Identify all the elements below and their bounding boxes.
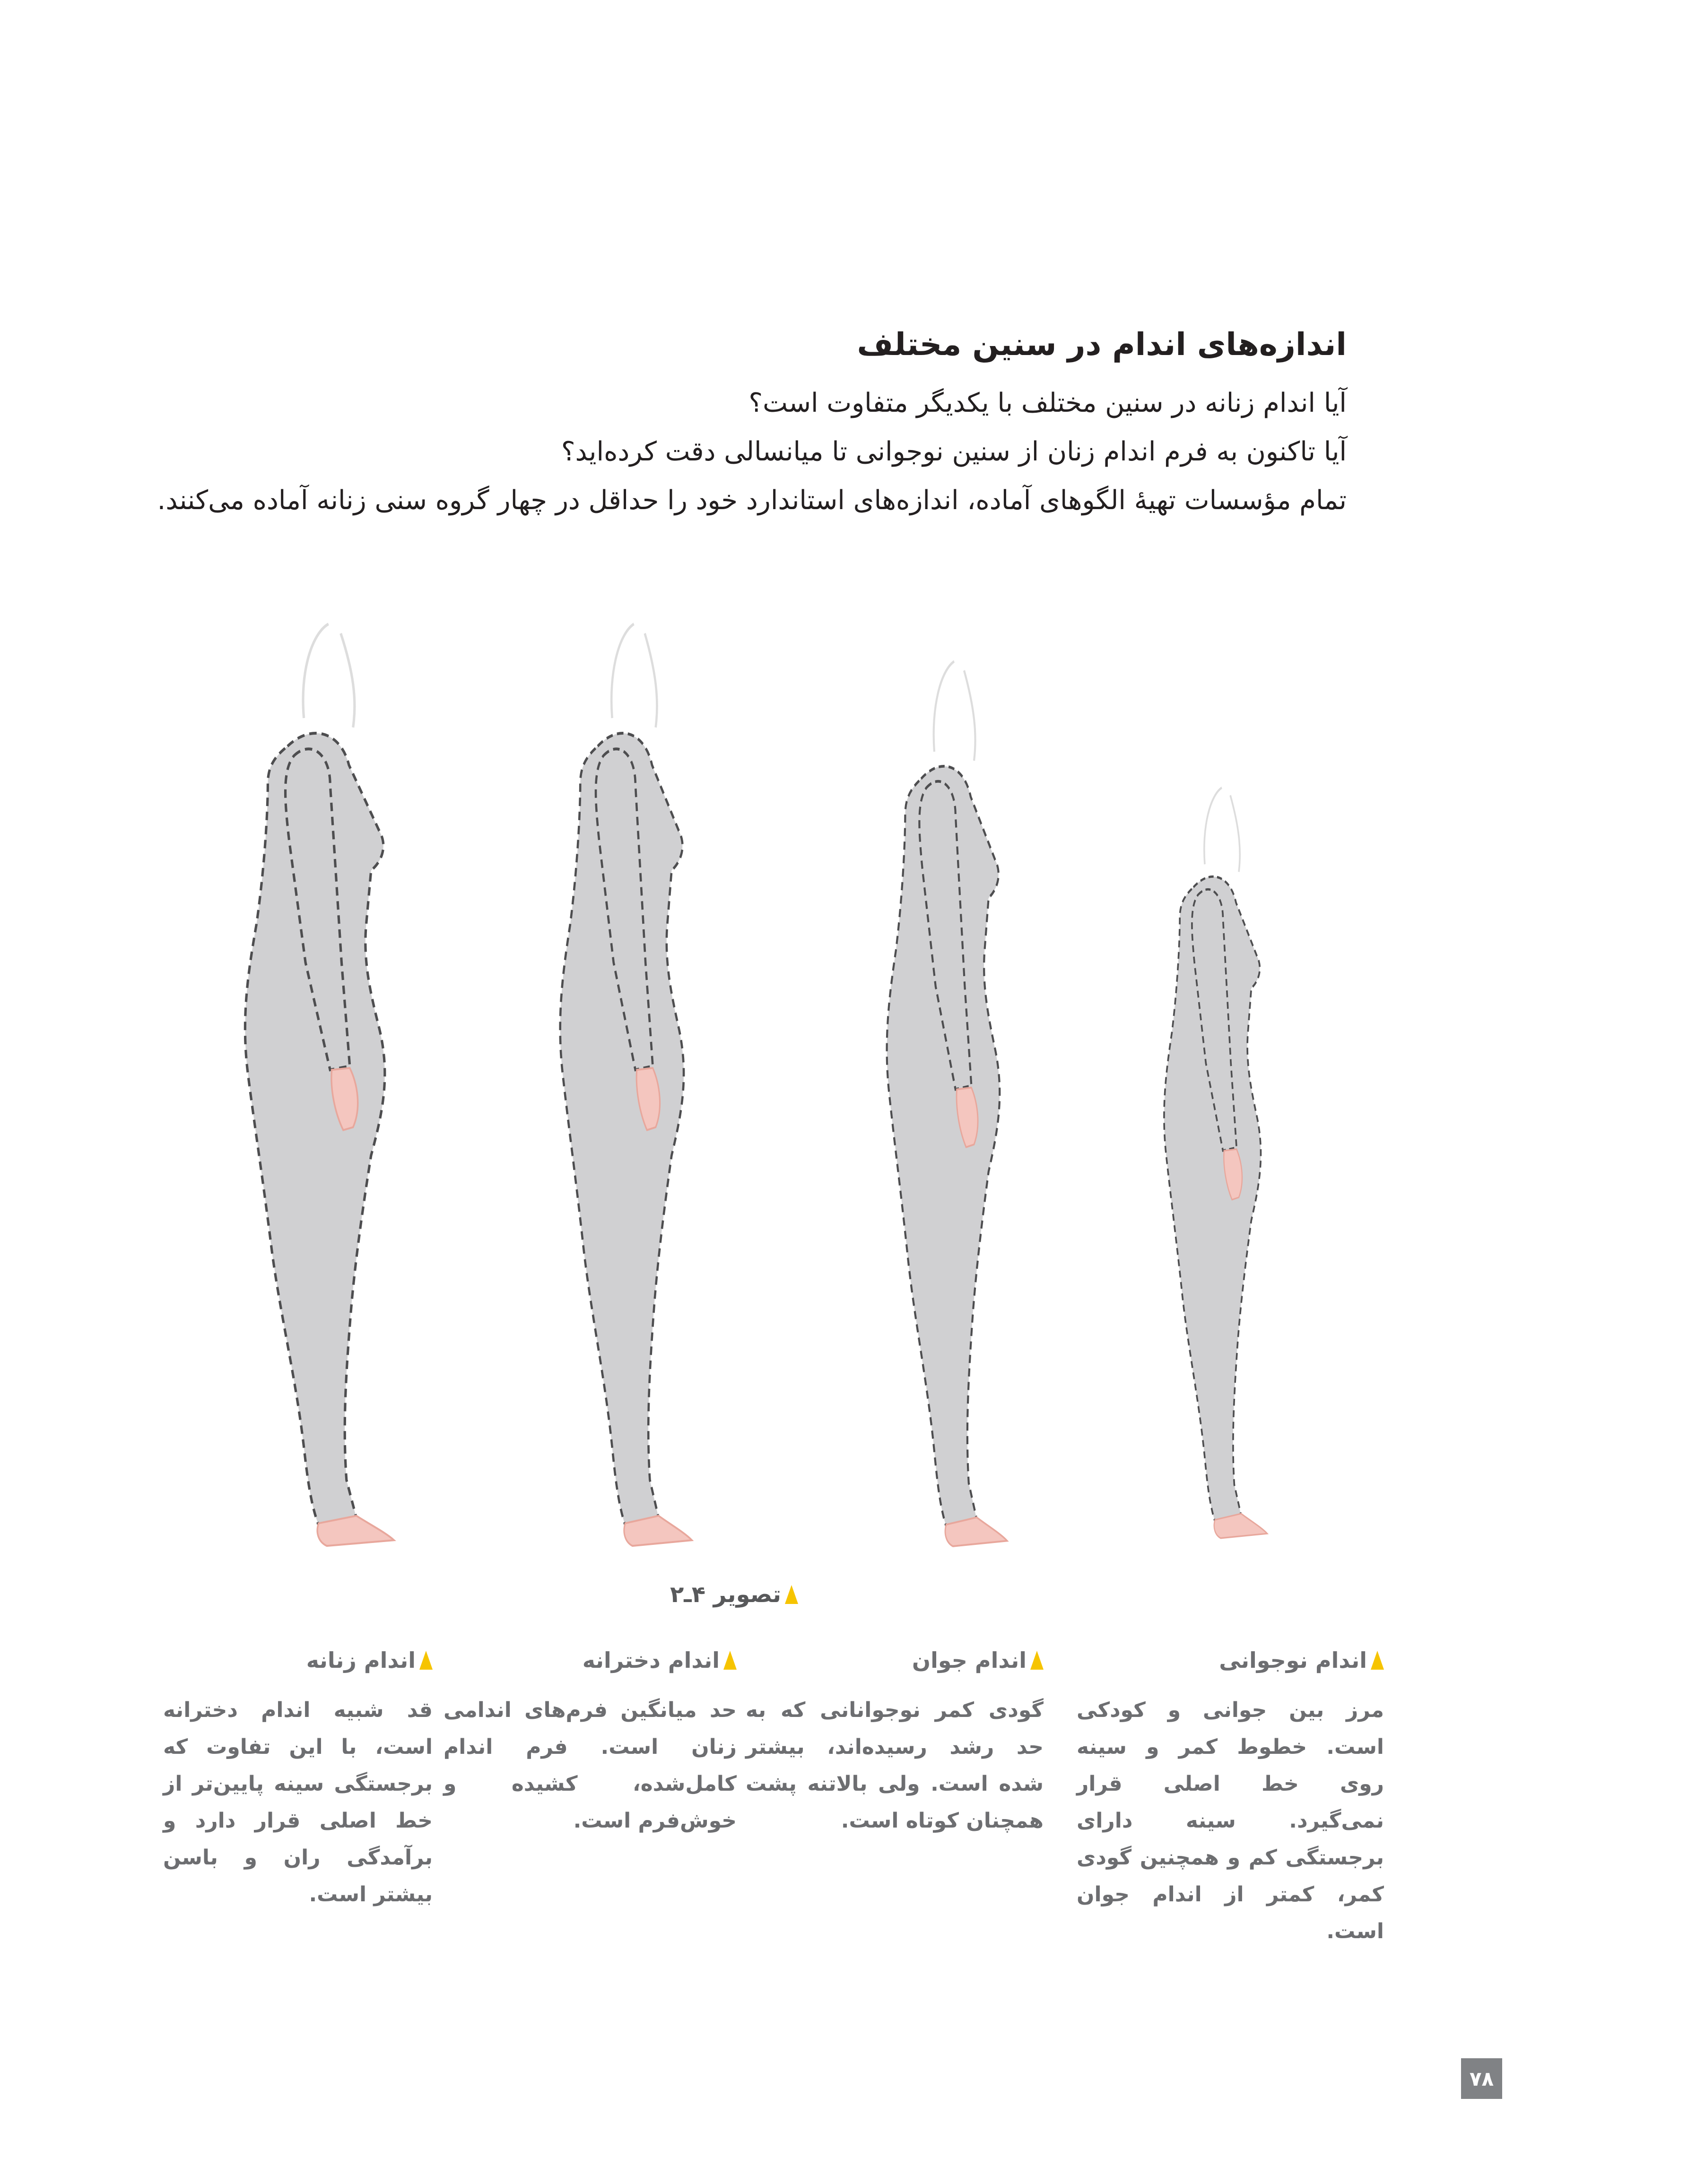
triangle-bullet-icon — [1371, 1651, 1384, 1670]
column-text: حد میانگین فرم‌های اندامی زنان است. فرم اندام کامل‌شده، کشیده و خوش‌فرم است. — [444, 1698, 737, 1833]
column-womanly — [163, 1647, 433, 1913]
figure-caption-text: تصویر ۴ـ۲ — [670, 1581, 781, 1608]
column-title: اندام زنانه — [306, 1647, 416, 1673]
column-title: اندام دخترانه — [582, 1647, 720, 1673]
triangle-bullet-icon — [1030, 1651, 1044, 1670]
column-title: اندام جوان — [912, 1647, 1027, 1673]
figure-womanly-body — [189, 615, 435, 1555]
column-teen — [1077, 1647, 1384, 1950]
intro-line: آیا تاکنون به فرم اندام زنان از سنین نوجوانی تا میانسالی دقت کرده‌اید؟ — [561, 436, 1347, 467]
triangle-bullet-icon — [785, 1585, 798, 1604]
column-text: قد شبیه اندام دخترانه است، با این تفاوت که برجستگی سینه پایین‌تر از خط اصلی قرار دارد و برآمدگی ران و باسن بیشتر است. — [163, 1698, 433, 1907]
triangle-bullet-icon — [419, 1651, 433, 1670]
page-number: ۷۸ — [1461, 2058, 1502, 2099]
triangle-bullet-icon — [723, 1651, 737, 1670]
intro-line: تمام مؤسسات تهیهٔ الگوهای آماده، اندازه‌های استاندارد خود را حداقل در چهار گروه سنی زنانه آماده می‌کنند. — [157, 485, 1347, 516]
intro-line: آیا اندام زنانه در سنین مختلف با یکدیگر متفاوت است؟ — [748, 388, 1347, 418]
figure-caption — [670, 1581, 798, 1608]
column-title: اندام نوجوانی — [1219, 1647, 1367, 1673]
section-heading: اندازه‌های اندام در سنین مختلف — [857, 326, 1347, 363]
figure-maiden-body — [511, 615, 728, 1555]
column-text: مرز بین جوانی و کودکی است. خطوط کمر و سینه روی خط اصلی قرار نمی‌گیرد. سینه دارای برجستگی کم و همچنین گودی کمر، کمتر از اندام جوان است. — [1077, 1698, 1384, 1943]
column-young — [746, 1647, 1044, 1839]
column-maiden — [444, 1647, 737, 1839]
figure-teen-body — [1125, 780, 1296, 1546]
column-text: گودی کمر نوجوانانی که به حد رشد رسیده‌اند، بیشتر شده است. ولی بالاتنه پشت همچنان کوتاه است. — [746, 1698, 1044, 1833]
figure-young-body — [842, 652, 1040, 1555]
